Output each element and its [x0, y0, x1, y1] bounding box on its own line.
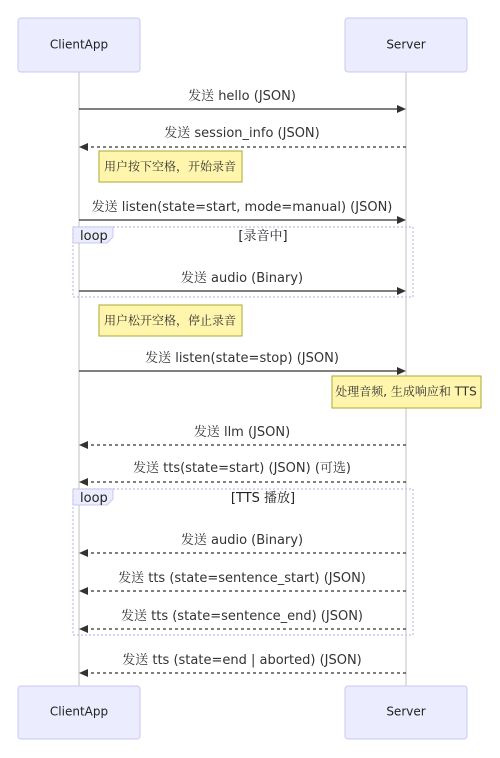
client-actor-label: ClientApp	[49, 37, 109, 52]
loop-title-recording: [录音中]	[238, 229, 288, 244]
server-actor-top	[345, 18, 467, 72]
server-actor-label: Server	[386, 37, 426, 52]
note-text-stop-recording: 用户松开空格，停止录音	[103, 313, 237, 328]
message-label-listen-start: 发送 listen(state=start, mode=manual) (JSON)	[91, 200, 393, 215]
arrowhead-right	[397, 105, 406, 113]
arrowhead-right	[397, 367, 406, 375]
note-text-process-audio: 处理音频, 生成响应和 TTS	[335, 384, 477, 399]
server-actor-bottom	[345, 686, 467, 739]
message-label-sentence-end: 发送 tts (state=sentence_end) (JSON)	[121, 609, 363, 624]
client-actor-top	[18, 18, 140, 72]
client-actor-bottom	[18, 686, 140, 739]
message-label-listen-stop: 发送 listen(state=stop) (JSON)	[145, 351, 339, 366]
arrowhead-left	[79, 625, 88, 633]
arrowhead-right	[397, 216, 406, 224]
message-label-hello: 发送 hello (JSON)	[188, 89, 296, 104]
arrowhead-left	[79, 478, 88, 486]
arrowhead-left	[79, 143, 88, 151]
client-actor-label: ClientApp	[49, 704, 109, 719]
message-label-tts-end: 发送 tts (state=end | aborted) (JSON)	[122, 653, 362, 668]
note-stop-recording	[99, 305, 242, 336]
message-label-audio-download: 发送 audio (Binary)	[180, 533, 304, 548]
message-label-llm: 发送 llm (JSON)	[193, 425, 291, 440]
note-start-recording	[99, 151, 242, 182]
loop-label-tts: loop	[80, 491, 108, 506]
arrowhead-left	[79, 441, 88, 449]
arrowhead-right	[397, 287, 406, 295]
note-process-audio	[332, 376, 481, 408]
arrowhead-left	[79, 587, 88, 595]
loop-recording	[73, 227, 413, 297]
note-text-start-recording: 用户按下空格，开始录音	[103, 159, 237, 174]
message-label-audio-upload: 发送 audio (Binary)	[180, 271, 304, 286]
arrowhead-left	[79, 549, 88, 557]
message-label-session-info: 发送 session_info (JSON)	[164, 126, 320, 141]
arrowhead-left	[79, 669, 88, 677]
loop-label-recording: loop	[80, 229, 108, 244]
message-label-tts-start: 发送 tts(state=start) (JSON) (可选)	[133, 461, 351, 476]
server-actor-label: Server	[386, 704, 426, 719]
loop-title-tts: [TTS 播放]	[230, 491, 296, 506]
message-label-sentence-start: 发送 tts (state=sentence_start) (JSON)	[118, 571, 366, 586]
